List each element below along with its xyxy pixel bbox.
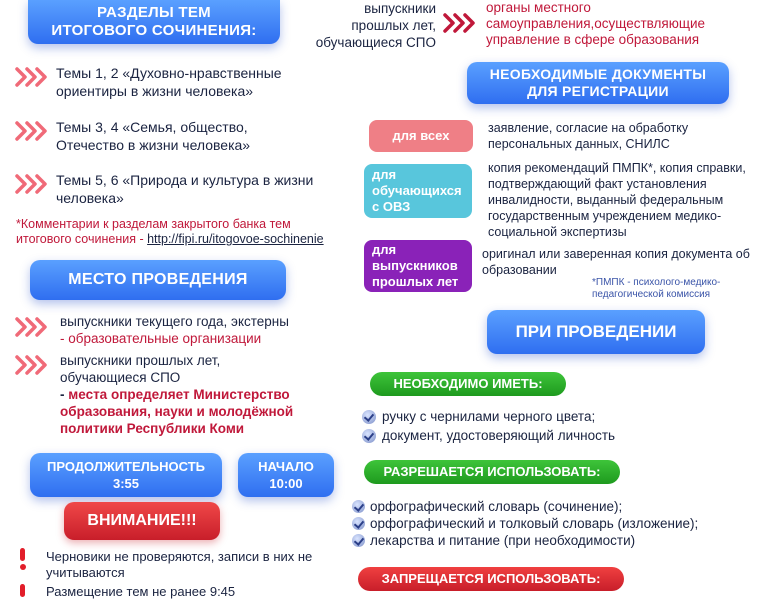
- doc-text-ovz: копия рекомендаций ПМПК*, копия справки, подтверждающий факт установления инвалидности, выданный федеральным государственным учреждением медико-социальной экспертизы: [488, 161, 746, 239]
- place-item-1: [60, 313, 360, 347]
- topic-item-1: Темы 1, 2 «Духовно-нравственные ориентиры в жизни человека»: [56, 65, 282, 99]
- duration-badge: [30, 453, 222, 497]
- top-authority-text: органы местного самоуправления,осуществляющие управление в сфере образования: [486, 0, 706, 47]
- doc-text-graduates: оригинал или заверенная копия документа об образовании: [482, 247, 750, 277]
- duration-label: ПРОДОЛЖИТЕЛЬНОСТЬ: [47, 459, 205, 474]
- doc-tag-all: для всех: [369, 120, 473, 152]
- must-have-item-1: ручку с чернилами черного цвета;: [382, 409, 596, 424]
- chevron-arrow-icon: [14, 316, 48, 338]
- topic-item-2: Темы 3, 4 «Семья, общество, Отечество в жизни человека»: [56, 119, 251, 153]
- chevron-arrow-icon: [14, 173, 48, 195]
- footnote-text: *Комментарии к разделам закрытого банка тем итогового сочинения -: [16, 217, 291, 246]
- doc-text-all: заявление, согласие на обработку персональных данных, СНИЛС: [488, 121, 689, 151]
- chevron-arrow-icon: [14, 354, 48, 376]
- during-header: ПРИ ПРОВЕДЕНИИ: [487, 310, 705, 354]
- attention-badge: ВНИМАНИЕ!!!: [64, 502, 220, 540]
- fipi-link[interactable]: http://fipi.ru/itogovoe-sochinenie: [147, 232, 324, 246]
- place-header: МЕСТО ПРОВЕДЕНИЯ: [30, 260, 286, 300]
- warning-item-2: Размещение тем не ранее 9:45: [46, 584, 236, 599]
- checkmark-icon: [362, 410, 376, 424]
- place-item-2-dash: -: [60, 387, 69, 402]
- place-item-2-text: выпускники прошлых лет, обучающиеся СПО: [60, 353, 221, 385]
- allowed-item-3: лекарства и питание (при необходимости): [370, 533, 636, 548]
- duration-value: 3:55: [112, 476, 140, 491]
- start-value: 10:00: [269, 476, 303, 491]
- doc-tag-ovz: для обучающихся с ОВЗ: [364, 164, 472, 218]
- chevron-arrow-icon: [14, 120, 48, 142]
- topic-item-3: Темы 5, 6 «Природа и культура в жизни человека»: [56, 172, 314, 206]
- allowed-item-1: орфографический словарь (сочинение);: [370, 499, 623, 514]
- start-label: НАЧАЛО: [258, 459, 314, 474]
- place-item-2-red-text: места определяет Министерство образования, науки и молодёжной политики Республики Коми: [60, 387, 294, 436]
- topics-footnote: [16, 217, 346, 247]
- checkmark-icon: [362, 429, 376, 443]
- allowed-item-2: орфографический и толковый словарь (изложение);: [370, 516, 699, 531]
- exclamation-icon: [18, 548, 28, 572]
- exclamation-icon: [18, 584, 28, 600]
- forbidden-badge: ЗАПРЕЩАЕТСЯ ИСПОЛЬЗОВАТЬ:: [358, 567, 624, 591]
- chevron-arrow-icon: [14, 66, 48, 88]
- place-item-1-red: - образовательные организации: [60, 331, 262, 346]
- checkmark-icon: [352, 500, 365, 513]
- docs-header: НЕОБХОДИМЫЕ ДОКУМЕНТЫ ДЛЯ РЕГИСТРАЦИИ: [467, 62, 729, 104]
- warning-item-1: Черновики не проверяются, записи в них не учитываются: [46, 549, 313, 580]
- place-item-2: [60, 352, 245, 386]
- doc-tag-graduates: для выпускников прошлых лет: [364, 240, 472, 292]
- place-item-2-red: [60, 386, 350, 437]
- start-badge: [238, 453, 334, 497]
- topics-header: РАЗДЕЛЫ ТЕМ ИТОГОВОГО СОЧИНЕНИЯ:: [28, 0, 280, 44]
- allowed-badge: РАЗРЕШАЕТСЯ ИСПОЛЬЗОВАТЬ:: [364, 460, 620, 484]
- top-cohort-text: выпускники прошлых лет, обучающиеся СПО: [315, 1, 436, 50]
- must-have-item-2: документ, удостоверяющий личность: [382, 428, 616, 443]
- checkmark-icon: [352, 534, 365, 547]
- pmpk-note: *ПМПК - психолого-медико- педагогической комиссия: [592, 277, 721, 300]
- chevron-arrow-icon: [442, 12, 476, 34]
- must-have-badge: НЕОБХОДИМО ИМЕТЬ:: [370, 372, 566, 396]
- checkmark-icon: [352, 517, 365, 530]
- place-item-1-text: выпускники текущего года, экстерны: [60, 314, 289, 329]
